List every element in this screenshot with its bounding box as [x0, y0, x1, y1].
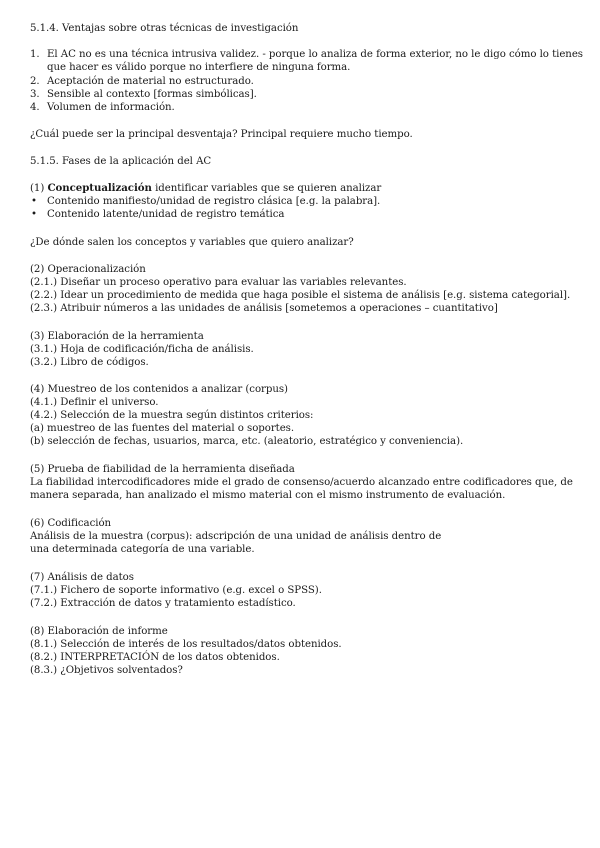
phase-2-step: (2.3.) Atribuir números a las unidades de análisis [sometemos a operaciones – cuantitativo] [30, 303, 498, 314]
disadvantage-question: ¿Cuál puede ser la principal desventaja? Principal requiere mucho tiempo. [30, 129, 413, 140]
list-number: 4. [30, 102, 40, 113]
phase-4-substep: (a) muestreo de las fuentes del material o soportes. [30, 423, 295, 434]
section-heading-5-1-5: 5.1.5. Fases de la aplicación del AC [30, 156, 212, 167]
phase-5-text: manera separada, han analizado el mismo material con el mismo instrumento de evaluación. [30, 490, 506, 501]
phase-6-text: Análisis de la muestra (corpus): adscripción de una unidad de análisis dentro de [30, 531, 442, 542]
phase-2-heading: (2) Operacionalización [30, 264, 146, 275]
phase-2-step: (2.2.) Idear un procedimiento de medida que haga posible el sistema de análisis [e.g. sistema categorial]. [30, 290, 571, 301]
phase-3-heading: (3) Elaboración de la herramienta [30, 331, 204, 342]
phase-5-text: La fiabilidad intercodificadores mide el grado de consenso/acuerdo alcanzado entre codificadores que, de [30, 477, 573, 488]
section-heading-5-1-4: 5.1.4. Ventajas sobre otras técnicas de investigación [30, 23, 299, 34]
bullet-icon: • [31, 209, 37, 220]
phase-1-bold-term: Conceptualización [47, 182, 152, 194]
phase-3-step: (3.2.) Libro de códigos. [30, 357, 149, 368]
list-number: 1. [30, 49, 40, 60]
phase-4-heading: (4) Muestreo de los contenidos a analizar (corpus) [30, 384, 288, 395]
bullet-text: Contenido manifiesto/unidad de registro clásica [e.g. la palabra]. [47, 196, 381, 207]
list-number: 3. [30, 89, 40, 100]
list-text: El AC no es una técnica intrusiva validez. - porque lo analiza de forma exterior, no le digo cómo lo tienes [47, 49, 583, 60]
list-number: 2. [30, 76, 40, 87]
phase-1-heading [30, 182, 381, 195]
phase-8-step: (8.1.) Selección de interés de los resultados/datos obtenidos. [30, 639, 342, 650]
phase-7-step: (7.2.) Extracción de datos y tratamiento estadístico. [30, 598, 296, 609]
phase-4-substep: (b) selección de fechas, usuarios, marca, etc. (aleatorio, estratégico y conveniencia). [30, 436, 464, 447]
phase-7-step: (7.1.) Fichero de soporte informativo (e.g. excel o SPSS). [30, 585, 322, 596]
phase-8-heading: (8) Elaboración de informe [30, 626, 168, 637]
bullet-text: Contenido latente/unidad de registro temática [47, 209, 285, 220]
phase-1-description: identificar variables que se quieren analizar [151, 183, 382, 194]
phase-4-step: (4.1.) Definir el universo. [30, 397, 159, 408]
phase-6-text: una determinada categoría de una variable. [30, 544, 255, 555]
list-text: Aceptación de material no estructurado. [47, 76, 254, 87]
phase-3-step: (3.1.) Hoja de codificación/ficha de análisis. [30, 344, 254, 355]
list-text: Sensible al contexto [formas simbólicas]. [47, 89, 257, 100]
origin-question: ¿De dónde salen los conceptos y variables que quiero analizar? [30, 237, 354, 248]
phase-2-step: (2.1.) Diseñar un proceso operativo para evaluar las variables relevantes. [30, 277, 407, 288]
list-text: que hacer es válido porque no interfiere de ninguna forma. [47, 62, 351, 73]
phase-1-prefix: (1) [30, 183, 48, 194]
phase-8-step: (8.3.) ¿Objetivos solventados? [30, 665, 183, 676]
bullet-icon: • [31, 196, 37, 207]
phase-4-step: (4.2.) Selección de la muestra según distintos criterios: [30, 410, 314, 421]
phase-5-heading: (5) Prueba de fiabilidad de la herramienta diseñada [30, 464, 295, 475]
phase-6-heading: (6) Codificación [30, 518, 112, 529]
phase-8-step: (8.2.) INTERPRETACIÓN de los datos obtenidos. [30, 652, 280, 663]
list-text: Volumen de información. [47, 102, 175, 113]
phase-7-heading: (7) Análisis de datos [30, 572, 134, 583]
